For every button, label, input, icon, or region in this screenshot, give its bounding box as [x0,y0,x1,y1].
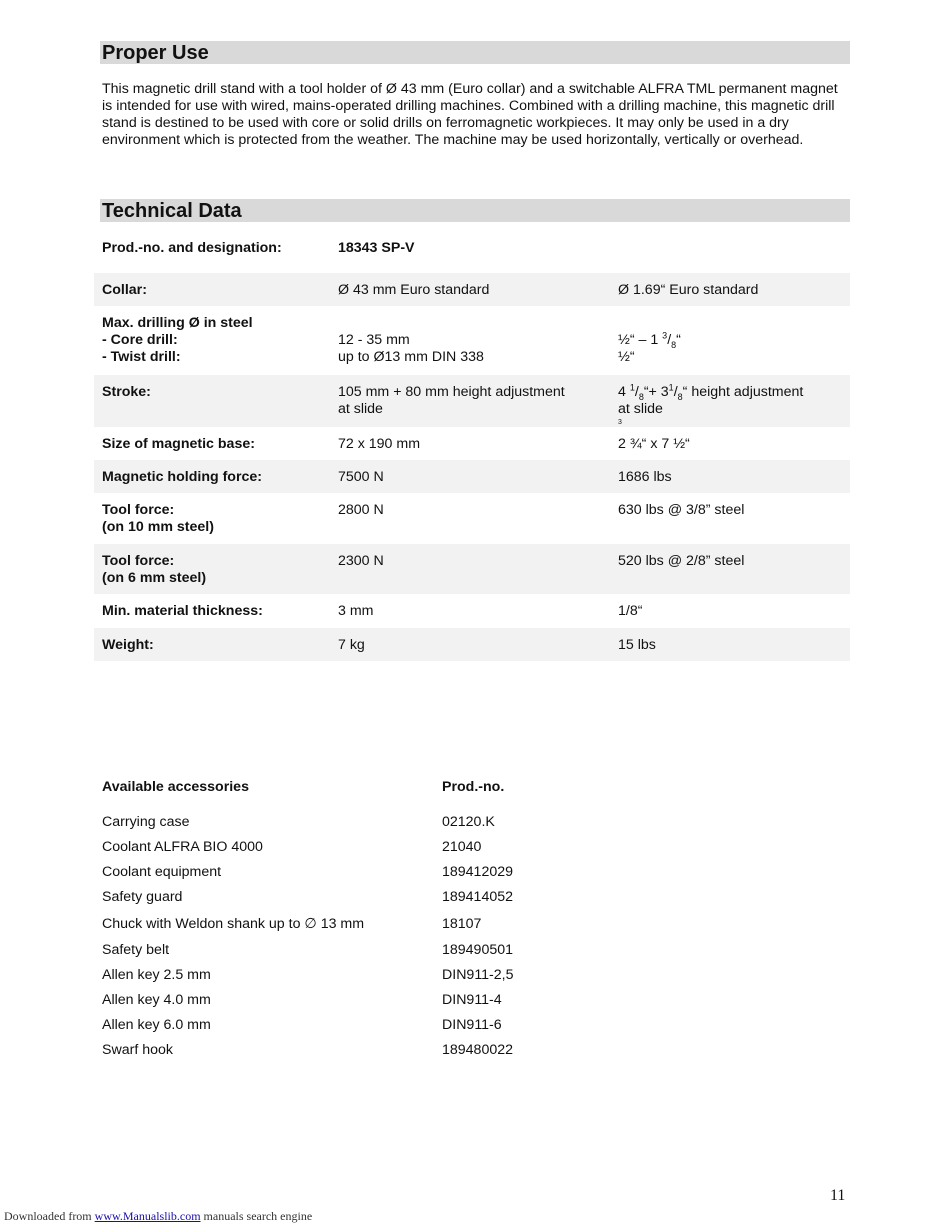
drilling-label [102,315,332,366]
collar-label: Collar: [102,282,147,298]
drilling-imperial [618,332,848,366]
accessory-prod-no: 18107 [442,916,482,932]
tool-force-10-imperial: 630 lbs @ 3/8” steel [618,502,745,518]
tool-force-6-metric: 2300 N [338,553,384,569]
stroke-metric: 105 mm + 80 mm height adjustment at slide [338,384,565,417]
accessory-name: Coolant ALFRA BIO 4000 [102,839,263,855]
technical-data-table [94,231,850,661]
proper-use-paragraph: This magnetic drill stand with a tool holder of Ø 43 mm (Euro collar) and a switchable ALFRA TML permanent magnet is intended for use with wired, mains-operated drilling machines. Combined with a drilling machine, this magnetic drill stand is destined to be used with core or solid drills on ferromagnetic workpieces. It may only be used in a dry environment which is protected from the weather. The machine may be used horizontally, vertically or overhead. [102,81,838,148]
tool-force-10-metric: 2800 N [338,502,384,518]
table-row-tool-force-10 [94,493,850,544]
tool-force-6-imperial: 520 lbs @ 2/8” steel [618,553,745,569]
drilling-metric-core: 12 - 35 mm [338,332,410,348]
accessory-name: Allen key 2.5 mm [102,967,211,983]
accessory-prod-no: 189490501 [442,942,514,958]
accessory-name: Safety guard [102,889,183,905]
holding-force-imperial: 1686 lbs [618,469,672,485]
table-row-min-thickness [94,594,850,628]
table-row-drilling [94,306,850,375]
accessory-name: Chuck with Weldon shank up to ∅ 13 mm [102,916,365,932]
weight-metric: 7 kg [338,637,365,653]
accessory-name: Allen key 6.0 mm [102,1017,211,1033]
page-number: 11 [830,1187,846,1204]
magnetic-base-metric: 72 x 190 mm [338,436,421,452]
magnetic-base-imperial: 2 ¾“ x 7 ½“ [618,436,690,452]
accessory-prod-no: DIN911-6 [442,1017,502,1033]
table-row-stroke [94,375,850,427]
technical-data-heading: Technical Data [100,199,850,222]
accessory-prod-no: 189414052 [442,889,514,905]
accessories-header-no: Prod.-no. [442,779,505,795]
accessory-name: Swarf hook [102,1042,173,1058]
accessory-prod-no: 189480022 [442,1042,514,1058]
accessories-header [102,779,702,797]
drilling-imperial-twist: ½“ [618,349,635,365]
drilling-metric [338,332,608,366]
proper-use-heading: Proper Use [100,41,850,64]
min-thickness-label: Min. material thickness: [102,603,263,619]
magnetic-base-label: Size of magnetic base: [102,436,255,452]
tool-force-10-label: Tool force: (on 10 mm steel) [102,502,214,535]
tool-force-6-label: Tool force: (on 6 mm steel) [102,553,207,586]
accessory-prod-no: 02120.K [442,814,495,830]
table-row-holding-force [94,460,850,493]
table-row-collar [94,273,850,306]
footer [4,1209,312,1224]
collar-imperial: Ø 1.69“ Euro standard [618,282,759,298]
accessories-table [102,779,702,1058]
stroke-imperial: 4 $^1/_8“+$ $3^1/_8“$ height adjustment at slide [618,382,804,417]
table-row-product [94,231,850,273]
stroke-label: Stroke: [102,384,151,400]
drilling-imperial-core: ½“ – 1 $^3/_8“$ [618,330,681,350]
accessory-name: Carrying case [102,814,190,830]
holding-force-label: Magnetic holding force: [102,469,263,485]
accessory-prod-no: 21040 [442,839,482,855]
accessory-prod-no: DIN911-4 [442,992,502,1008]
drilling-label-main: Max. drilling Ø in steel [102,315,253,331]
drilling-metric-twist: up to Ø13 mm DIN 338 [338,349,484,365]
accessory-name: Allen key 4.0 mm [102,992,211,1008]
table-row-tool-force-6 [94,544,850,594]
accessory-name: Safety belt [102,942,170,958]
weight-imperial: 15 lbs [618,637,656,653]
holding-force-metric: 7500 N [338,469,384,485]
footer-suffix: manuals search engine [200,1209,313,1223]
min-thickness-metric: 3 mm [338,603,374,619]
product-value: 18343 SP-V [338,240,415,256]
product-label: Prod.-no. and designation: [102,240,282,256]
accessory-prod-no: 189412029 [442,864,514,880]
min-thickness-imperial: 1/8“ [618,603,643,619]
stroke-reference-mark: 3 [618,419,622,426]
accessory-prod-no: DIN911-2,5 [442,967,514,983]
accessory-name: Coolant equipment [102,864,222,880]
weight-label: Weight: [102,637,154,653]
drilling-label-twist: - Twist drill: [102,349,181,365]
collar-metric: Ø 43 mm Euro standard [338,282,490,298]
table-row-weight [94,628,850,661]
drilling-label-core: - Core drill: [102,332,178,348]
footer-prefix: Downloaded from [4,1209,95,1223]
table-row-magnetic-base [94,427,850,460]
manualslib-link[interactable]: www.Manualslib.com [94,1209,201,1223]
accessories-header-item: Available accessories [102,779,249,795]
